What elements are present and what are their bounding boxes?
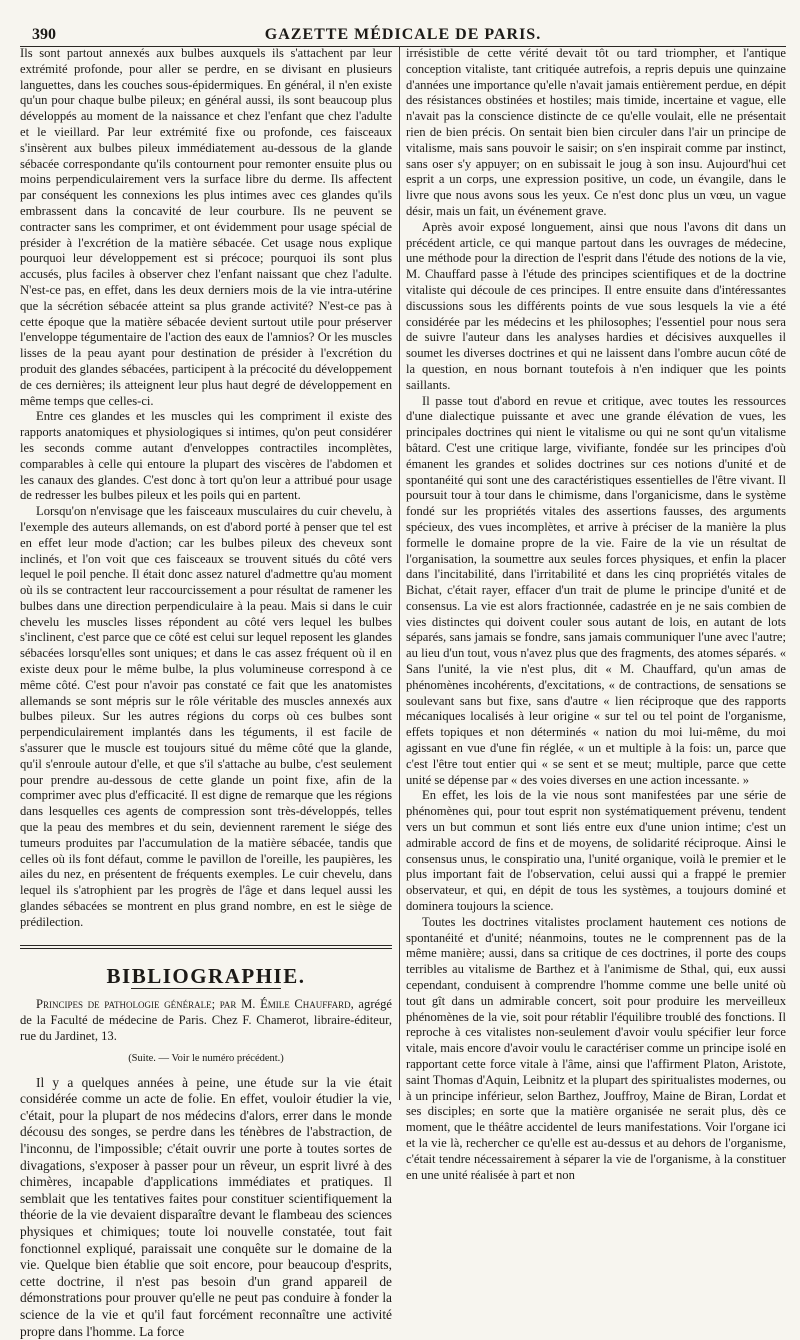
book-reference	[20, 997, 392, 1044]
paragraph: Après avoir exposé longuement, ainsi que nous l'avons dit dans un précédent article, ce qui manque partout dans les ouvrages de médecine, une méthode pour la direction de l'esprit dans l'étude des notions de la vie, M. Chauffard passe à l'étude des principes scientifiques et de la doctrine vitaliste qui découle de ces principes. Il entre ensuite dans d'intéressantes discussions sous les différents points de vue sous lesquels la vie a été considérée par les médecins et les philosophes; l'essentiel pour nous sera de suivre l'auteur dans les analyses hardies et décisives auxquelles il soumet les diverses doctrines et qui ne laissent dans l'ombre aucun côté de la question, en nous bornant toutefois à n'en indiquer que les points saillants.	[406, 219, 786, 392]
left-column	[20, 46, 392, 1339]
paragraph: Il y a quelques années à peine, une étude sur la vie était considérée comme un acte de folie. En effet, vouloir étudier la vie, c'était, pour la plupart de nos médecins d'alors, errer dans le monde décousu des songes, se perdre dans les ténèbres de l'abstraction, de l'inconnu, de l'impossible; c'était ouvrir une porte à toutes sortes de divagations, s'exposer à passer pour un rêveur, un esprit livré à des chimères, incapable d'applications immédiates et pratiques. Il semblait que les tentatives faites pour constituer scientifiquement la théorie de la vie devaient disparaître devant le flambeau des sciences physiques et chimiques; toute loi nouvelle constatée, tout fait fonctionnel expliqué, paraissait une conquête sur le domaine de la vie. Quelque bien établie que soit encore, pour beaucoup d'esprits, cette doctrine, il n'est pas besoin d'un grand appareil de démonstrations pour prouver qu'elle ne peut pas conduire à fonder la science de la vie et qu'il faut forcément reconnaître une activité propre dans l'homme. La force	[20, 1074, 392, 1339]
article-columns	[20, 46, 786, 1339]
column-divider	[399, 46, 400, 1100]
page-number: 390	[32, 26, 56, 43]
book-author: Émile Chauffard	[260, 997, 351, 1012]
journal-title: GAZETTE MÉDICALE DE PARIS.	[264, 26, 542, 43]
continuation-note: (Suite. — Voir le numéro précédent.)	[128, 1052, 284, 1064]
paragraph: Entre ces glandes et les muscles qui les compriment il existe des rapports anatomiques et physiologiques si intimes, qu'on peut considérer les seconds comme autant d'enveloppes contractiles incomplètes, comparables à celle qui entoure la plupart des viscères de l'abdomen et les canaux des glandes. C'est donc à tort qu'on leur a attribué pour usage de redresser les bulbes pileux et les poils qui en partent.	[20, 409, 392, 503]
section-title: BIBLIOGRAPHIE.	[106, 963, 306, 988]
paragraph: Lorsqu'on n'envisage que les faisceaux musculaires du cuir chevelu, à l'exemple des auteurs allemands, on est d'abord porté à penser que tel est en effet leur mode d'action; car les bulbes pileux des cheveux sont inclinés, et l'on voit que ces faisceaux se trouvent situés du côté vers lequel le poil penche. Il était donc assez naturel d'admettre qu'au moment où ils se contractent leur raccourcissement a pour résultat de ramener les bulbes dans une direction perpendiculaire à la peau. Mais si dans le cuir chevelu les muscles lisses répondent au côté vers lequel les bulbes s'inclinent, c'est parce que ce côté est celui sur lequel reposent les glandes sébacées lorsqu'elles sont uniques; et dans le cas assez fréquent où il en existe deux pour le même bulbe, la plus volumineuse correspond à ce même côté. C'est pour n'avoir pas constaté ce fait que les anatomistes allemands se sont mépris sur le rôle véritable des muscles annexés aux bulbes pileux. Sur les autres régions du corps où ces bulbes sont perpendiculairement implantés dans les téguments, il est facile de s'assurer que le muscle est toujours situé du même côté que la glande, qu'il s'enroule autour d'elle, et que s'il s'attache au bulbe, c'est seulement pour prendre au-dessous de cette glande un point fixe, afin de la comprimer avec plus d'efficacité. Il est digne de remarque que les régions dans lesquelles ces agents de compression sont très-développés, telles que la peau des membres et du sein, deviennent rarement le siége des tumeurs produites par l'accumulation de la matière sébacée, tandis que celles où ils font défaut, comme le pavillon de l'oreille, les paupières, les ailes du nez, en présentent de fréquents exemples. Le cuir chevelu, dans lequel ils s'atrophient par les progrès de l'âge et dans lequel aussi les glandes sébacées se montrent en plus grand nombre, en est le siège de prédilection.	[20, 504, 392, 929]
title-underline	[131, 988, 281, 989]
paragraph: Toutes les doctrines vitalistes proclament hautement ces notions de spontanéité et d'unité; néanmoins, toutes ne le comprennent pas de la même manière; aussi, dans sa critique de ces doctrines, il porte des coups terribles au vitalisme de Barthez et à l'animisme de Sthal, qui, eux aussi cependant, conduisent à comprendre l'homme comme une belle unité où tout gît dans un admirable concert, soit pour produire les merveilleux phénomènes de la vie, soit pour rétablir l'équilibre troublé des fonctions. Il reproche à ces vitalistes non-seulement d'avoir voulu spécifier leur force vitale, mais encore d'avoir voulu le caractériser comme un principe isolé en rapportant cette force vitale à l'âme, ainsi que l'affirment Platon, Aristote, saint Thomas d'Aquin, Leibnitz et la plupart des spiritualistes modernes, ou à un principe inférieur, selon Barthez, Jouffroy, Maine de Biran, Lordat et ses disciples; en sorte que la matière organisée ne serait plus, dès ce moment, que le théâtre accidentel de leurs manifestations. Voir l'organe ici et la vie là, rechercher ce qu'elle est au-dessus et au dehors de l'organisme, c'était tendre nécessairement à séparer la vie de l'organisme, à la constituer en une unité réalisée à part et non	[406, 914, 786, 1182]
paragraph: irrésistible de cette vérité devait tôt ou tard triompher, et l'antique conception vitaliste, tant critiquée autrefois, a repris depuis une quinzaine d'années une importance qu'elle n'avait jamais entièrement perdue, en dépit des résistances obstinées et hostiles; mais timide, incertaine et vague, elle n'avait pas la conscience distincte de ce qu'elle voulait, elle ne présentait rien de bien précis. On sentait bien bien circuler dans l'air un principe de vitalisme, mais sans pouvoir le saisir; on s'en inspirait comme par instinct, sans oser s'y appuyer; on en subissait le joug à son insu. Aujourd'hui cet esprit a un corps, une expression positive, un code, un évangile, dans le livre que nous avons sous les yeux. Ce n'est donc plus un vœu, un vague désir, mais un fait, un événement grave.	[406, 46, 786, 218]
paragraph: Ils sont partout annexés aux bulbes auxquels ils s'attachent par leur extrémité profonde, pour aller se perdre, en se divisant en plusieurs languettes, dans les couches sous-épidermiques. En général, il n'en existe qu'un pour chaque bulbe pileux; en général aussi, ils sont beaucoup plus développés au moment de la naissance et chez l'enfant que chez l'adulte et le vieillard. Par leur extrémité fixe ou profonde, ces faisceaux s'insèrent aux bulbes pileux immédiatement au-dessous de la glande sébacée correspondante qu'ils contournent pour remonter ensuite plus ou moins perpendiculairement vers la surface libre du derme. Ils affectent par conséquent les connexions les plus intimes avec ces glandes qu'ils embrassent dans la concavité de leur courbure. Ils ne peuvent se contracter sans les comprimer, et ont évidemment pour usage spécial de présider à l'excrétion de la matière sébacée. Cet usage nous explique pourquoi leur développement est si précoce; pourquoi ils sont plus accusés, plus faciles à observer chez l'enfant naissant que chez l'adulte. N'est-ce pas, en effet, dans les deux derniers mois de la vie intra-utérine que la sécrétion sébacée atteint sa plus grande activité? N'est-ce pas à cette époque que la matière sébacée devient surtout utile pour préserver l'enveloppe tégumentaire de l'action des eaux de l'amnios? Or les muscles lisses de la peau ayant pour destination de présider à l'excrétion du produit des glandes sébacées, participent à la précocité du développement de ces dernières; ils atteignent leur plus haut degré de développement en même temps que celles-ci.	[20, 46, 392, 408]
section-divider	[20, 945, 392, 949]
paragraph: En effet, les lois de la vie nous sont manifestées par une série de phénomènes qui, pour tout esprit non systématiquement prévenu, tendent vers un but commun et sont liés entre eux d'une union intime; c'est un admirable accord de fins et de moyens, de solidarité réciproque. Ainsi le consensus unus, le conspiratio una, l'unité organique, voilà le premier et le plus important fait de l'observation, celui aussi qui a frappé le premier observateur, et qui, en dépit de tous les systèmes, a toujours dominé et dominera toujours la science.	[406, 788, 786, 914]
right-column	[406, 46, 786, 1182]
running-header	[20, 12, 786, 47]
book-title: Principes de pathologie générale; par M.	[36, 997, 261, 1012]
paragraph: Il passe tout d'abord en revue et critique, avec toutes les ressources d'une dialectique puissante et avec une grande élévation de vues, les principales doctrines qui nient le vitalisme ou qui ne sont qu'un vitalisme bâtard. C'est une critique large, vivifiante, fondée sur les principes d'où émanent les grandes et solides doctrines sur ces notions d'unité et de spontanéité qui sont une des caractéristiques essentielles de l'être vivant. Il poursuit tour à tour dans le chimisme, dans l'organicisme, dans le système fondé sur les propriétés vitales des assertions fausses, des arguments spécieux, des vues incomplètes, et arrive à préciser de la manière la plus formelle le domaine propre de la vie. Faire de la vie un résultat de l'organisation, la soumettre aux seules forces physiques, et enfin la placer dans l'incitabilité, dans l'irritabilité et dans les cinq propriétés vitales de Bichat, c'était rayer, effacer d'un trait de plume le principe d'unité et de consensus. La vie est alors fractionnée, cadastrée en je ne sais combien de vies distinctes qui doivent couler sous autant de lois, en autant de lots séparés, sans jamais se fondre, sans jamais communiquer l'une avec l'autre; au lieu d'un tout, vous n'avez plus que des fragments, des atomes séparés. « Sans l'unité, la vie n'est plus, dit « M. Chauffard, qu'un amas de phénomènes incohérents, d'excitations, « de contractions, de sensations se soulevant sans but fixe, sans d'autre « lien réciproque que des rapports mécaniques localisés à leur origine « sur tel ou tel point de l'organisme, effets topiques et non déterminés « nation du moi lui-même, du moi agissant en vue d'une fin réglée, « un et multiple à la fois: un, parce que c'est l'être tout entier qui « se sent et se meut; multiple, parce que cette unité se dépense par « des voies diverses en une action incessante. »	[406, 393, 786, 787]
book-publisher: , agrégé de la Faculté de médecine de Paris. Chez F. Chamerot, libraire-éditeur, rue du Jardinet, 13.	[20, 997, 392, 1044]
